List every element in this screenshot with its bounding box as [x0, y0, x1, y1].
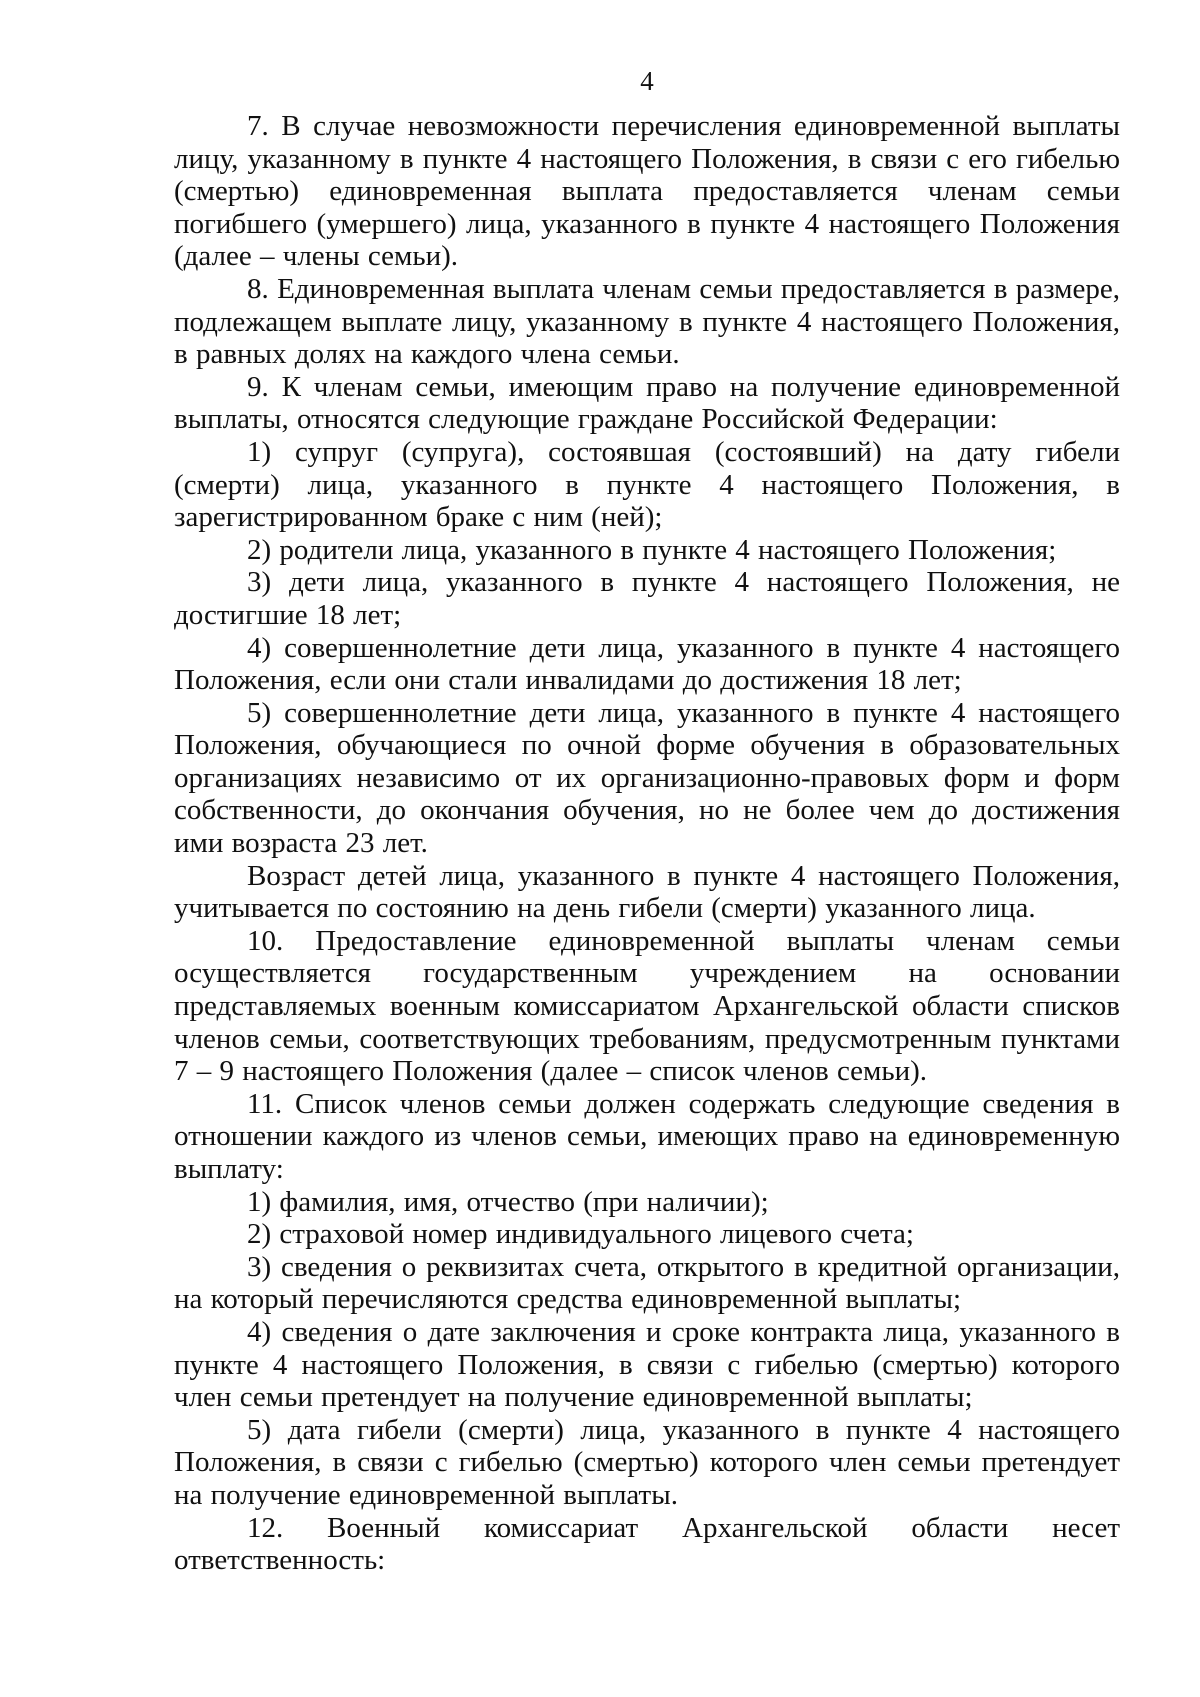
- paragraph-age-note: Возраст детей лица, указанного в пункте 4 настоящего Положения, учитывается по состоянию на день гибели (смерти) указанного лица.: [174, 859, 1120, 925]
- list-item-11-5: 5) дата гибели (смерти) лица, указанного в пункте 4 настоящего Положения, в связи с гибелью (смертью) которого член семьи претендует на получение единовременной выплаты.: [174, 1413, 1120, 1511]
- list-item-11-2: 2) страховой номер индивидуального лицевого счета;: [247, 1218, 914, 1251]
- paragraph-12: 12. Военный комиссариат Архангельской области несет ответственность:: [174, 1511, 1120, 1577]
- list-item-9-2: 2) родители лица, указанного в пункте 4 настоящего Положения;: [247, 533, 1057, 566]
- list-item-9-5: 5) совершеннолетние дети лица, указанного в пункте 4 настоящего Положения, обучающиеся по очной форме обучения в образовательных организациях независимо от их организационно-правовых форм и форм собственности, до окончания обучения, но не более чем до достижения ими возраста 23 лет.: [174, 696, 1120, 860]
- paragraph-8: 8. Единовременная выплата членам семьи предоставляется в размере, подлежащем выплате лицу, указанному в пункте 4 настоящего Положения, в равных долях на каждого члена семьи.: [174, 272, 1120, 371]
- document-page: [174, 66, 1120, 1577]
- list-item-9-4: 4) совершеннолетние дети лица, указанного в пункте 4 настоящего Положения, если они стали инвалидами до достижения 18 лет;: [174, 631, 1120, 697]
- list-item-11-1: 1) фамилия, имя, отчество (при наличии);: [247, 1185, 769, 1218]
- list-item-11-3: 3) сведения о реквизитах счета, открытого в кредитной организации, на который перечисляются средства единовременной выплаты;: [174, 1250, 1120, 1316]
- list-item-11-4: 4) сведения о дате заключения и сроке контракта лица, указанного в пункте 4 настоящего Положения, в связи с гибелью (смертью) которого член семьи претендует на получение единовременной выплаты;: [174, 1315, 1120, 1414]
- list-item-9-3: 3) дети лица, указанного в пункте 4 настоящего Положения, не достигшие 18 лет;: [174, 566, 1120, 631]
- page-number: 4: [640, 66, 654, 96]
- paragraph-10: 10. Предоставление единовременной выплаты членам семьи осуществляется государственным учреждением на основании представляемых военным комиссариатом Архангельской области списков членов семьи, соответствующих требованиям, предусмотренным пунктами 7 – 9 настоящего Положения (далее – список членов семьи).: [174, 924, 1120, 1088]
- paragraph-7: 7. В случае невозможности перечисления единовременной выплаты лицу, указанному в пункте 4 настоящего Положения, в связи с его гибелью (смертью) единовременная выплата предоставляется членам семьи погибшего (умершего) лица, указанного в пункте 4 настоящего Положения (далее – члены семьи).: [174, 110, 1120, 273]
- paragraph-11: 11. Список членов семьи должен содержать следующие сведения в отношении каждого из членов семьи, имеющих право на единовременную выплату:: [174, 1087, 1120, 1185]
- list-item-9-1: 1) супруг (супруга), состоявшая (состоявший) на дату гибели (смерти) лица, указанного в пункте 4 настоящего Положения, в зарегистрированном браке с ним (ней);: [174, 435, 1120, 534]
- paragraph-9: 9. К членам семьи, имеющим право на получение единовременной выплаты, относятся следующие граждане Российской Федерации:: [174, 370, 1120, 436]
